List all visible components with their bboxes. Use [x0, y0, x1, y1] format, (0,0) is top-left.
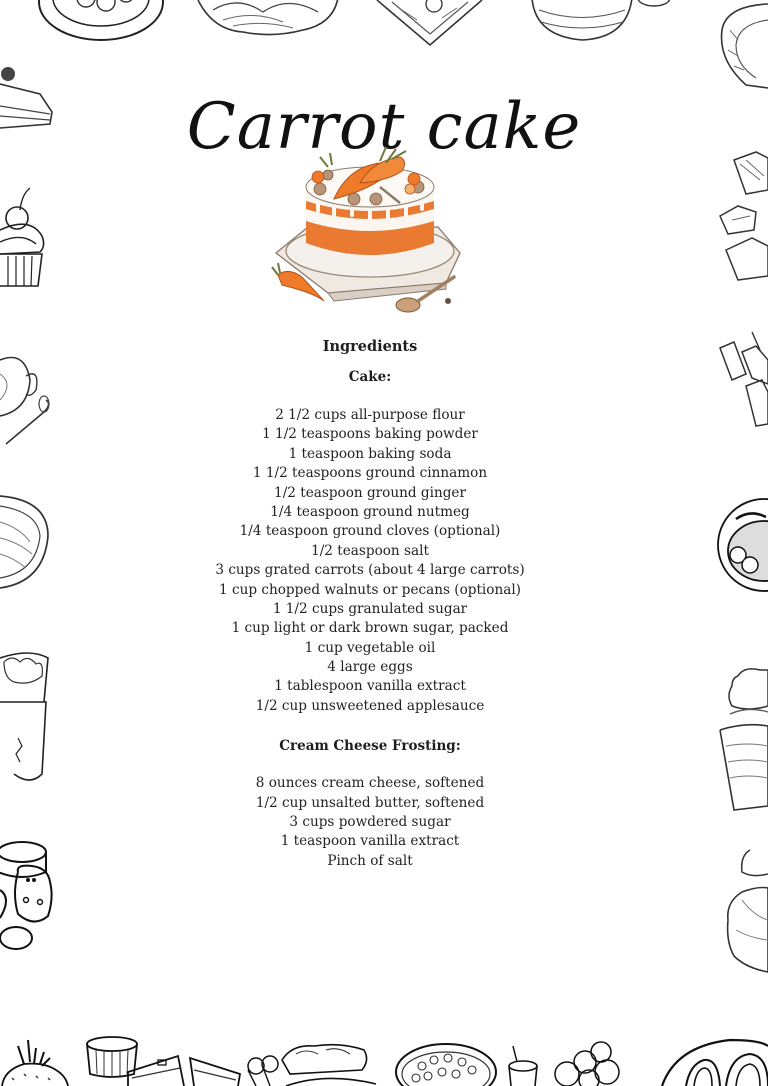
- ingredient-item: 1 teaspoon vanilla extract: [280, 833, 460, 850]
- ingredient-item: 1/2 cup unsweetened applesauce: [255, 697, 485, 714]
- sandwich-triangles-sketch: [124, 1052, 244, 1086]
- ingredient-item: Pinch of salt: [327, 852, 413, 869]
- teacup-with-spoon-sketch: [0, 340, 52, 458]
- bread-loaf-sketch: [722, 846, 768, 976]
- cake-ingredient-list: [170, 406, 570, 716]
- ingredient-item: 1 tablespoon vanilla extract: [274, 678, 466, 695]
- sandwich-sketch: [372, 0, 487, 48]
- swiss-roll-sketch: [656, 1036, 768, 1086]
- ingredient-item: 1 teaspoon baking soda: [288, 445, 452, 462]
- ingredients-section: [170, 336, 570, 871]
- dumplings-sketch: [193, 0, 343, 46]
- ingredient-item: 1 1/2 teaspoons ground cinnamon: [252, 465, 488, 482]
- pie-slice-sketch: [716, 0, 768, 90]
- recipe-title: Carrot cake: [186, 89, 582, 164]
- ingredient-item: 3 cups grated carrots (about 4 large carrots): [215, 562, 525, 579]
- cookie-jar-stack-sketch: [0, 838, 58, 958]
- burrito-wrap-sketch: [0, 646, 52, 794]
- fruit-plate-sketch: [716, 495, 768, 595]
- frosting-section-heading: Cream Cheese Frosting:: [279, 738, 461, 755]
- ingredient-item: 1/4 teaspoon ground cloves (optional): [239, 523, 501, 540]
- ingredient-item: 1/4 teaspoon ground nutmeg: [270, 503, 470, 520]
- frosting-ingredient-list: [170, 774, 570, 871]
- plate-of-cookies-sketch: [36, 0, 166, 42]
- cereal-bowl-sketch: [392, 1042, 500, 1086]
- ingredient-item: 2 1/2 cups all-purpose flour: [275, 407, 465, 423]
- skewer-sketch: [716, 330, 768, 430]
- ingredient-item: 1/2 cup unsalted butter, softened: [255, 794, 485, 811]
- ingredient-item: 8 ounces cream cheese, softened: [255, 775, 485, 792]
- dessert-glass-sketch: [505, 1040, 633, 1086]
- ingredient-item: 1/2 teaspoon ground ginger: [274, 484, 466, 501]
- carrot-cake-illustration: [268, 143, 468, 319]
- ingredient-item: 4 large eggs: [327, 659, 413, 676]
- ingredient-item: 3 cups powdered sugar: [289, 814, 451, 831]
- noodle-bowl-sketch: [0, 492, 52, 596]
- ingredient-item: 1 cup light or dark brown sugar, packed: [231, 620, 509, 637]
- ice-cream-cones-sketch: [246, 1040, 378, 1086]
- ingredient-item: 1 1/2 teaspoons baking powder: [262, 426, 478, 443]
- ingredients-heading: Ingredients: [322, 338, 418, 355]
- cake-section-heading: Cake:: [348, 369, 392, 385]
- ingredient-item: 1 cup chopped walnuts or pecans (optional): [219, 581, 521, 598]
- strawberry-sketch: [0, 1034, 72, 1086]
- ingredient-item: 1 1/2 cups granulated sugar: [272, 600, 468, 617]
- ice-cream-cup-sketch: [718, 666, 768, 816]
- cupcake-with-cherry-sketch: [0, 186, 48, 294]
- ingredient-item: 1/2 teaspoon salt: [311, 542, 429, 559]
- ingredient-item: 1 cup vegetable oil: [304, 639, 436, 656]
- chocolate-pieces-sketch: [716, 150, 768, 282]
- soup-pot-sketch: [527, 0, 677, 46]
